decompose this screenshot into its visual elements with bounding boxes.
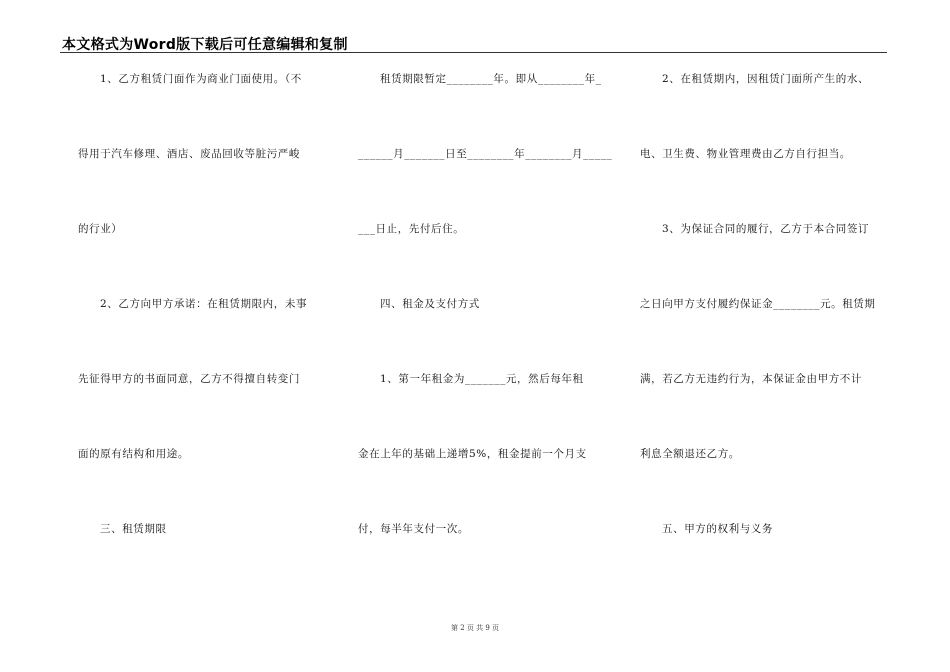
paragraph-line: ___日止，先付后住。 (358, 223, 465, 235)
paragraph-line: 面的原有结构和用途。 (78, 448, 189, 460)
paragraph-line: 电、卫生费、物业管理费由乙方自行担当。 (640, 148, 851, 160)
paragraph-line: 满，若乙方无违约行为，本保证金由甲方不计 (640, 373, 862, 385)
paragraph-line: 的行业） (78, 223, 123, 235)
text-column-left (78, 72, 324, 597)
section-heading: 三、租赁期限 (100, 523, 167, 535)
text-column-right (640, 72, 890, 597)
paragraph-line: 金在上年的基础上递增5%，租金提前一个月支 (358, 448, 587, 460)
paragraph-line: 3、为保证合同的履行，乙方于本合同签订 (662, 223, 870, 235)
paragraph-line: 付，每半年支付一次。 (358, 523, 469, 535)
paragraph-line: 租赁期限暂定________年。即从________年_ (380, 73, 602, 85)
header-divider (60, 52, 887, 53)
section-heading: 四、租金及支付方式 (380, 298, 480, 310)
paragraph-line: ______月_______日至________年________月_____ (358, 148, 613, 160)
paragraph-line: 先征得甲方的书面同意，乙方不得擅自转变门 (78, 373, 300, 385)
paragraph-line: 2、乙方向甲方承诺：在租赁期限内，未事 (100, 298, 308, 310)
paragraph-line: 得用于汽车修理、酒店、废品回收等脏污严峻 (78, 148, 300, 160)
paragraph-line: 利息全额退还乙方。 (640, 448, 740, 460)
document-header-title: 本文格式为Word版下载后可任意编辑和复制 (62, 37, 348, 53)
section-heading: 五、甲方的权利与义务 (662, 523, 773, 535)
paragraph-line: 1、乙方租赁门面作为商业门面使用。（不 (100, 73, 302, 85)
paragraph-line: 2、在租赁期内，因租赁门面所产生的水、 (662, 73, 870, 85)
paragraph-line: 1、第一年租金为_______元，然后每年租 (380, 373, 584, 385)
paragraph-line: 之日向甲方支付履约保证金________元。租赁期 (640, 298, 876, 310)
text-column-middle (358, 72, 613, 597)
page-number: 第 2 页 共 9 页 (450, 624, 500, 632)
